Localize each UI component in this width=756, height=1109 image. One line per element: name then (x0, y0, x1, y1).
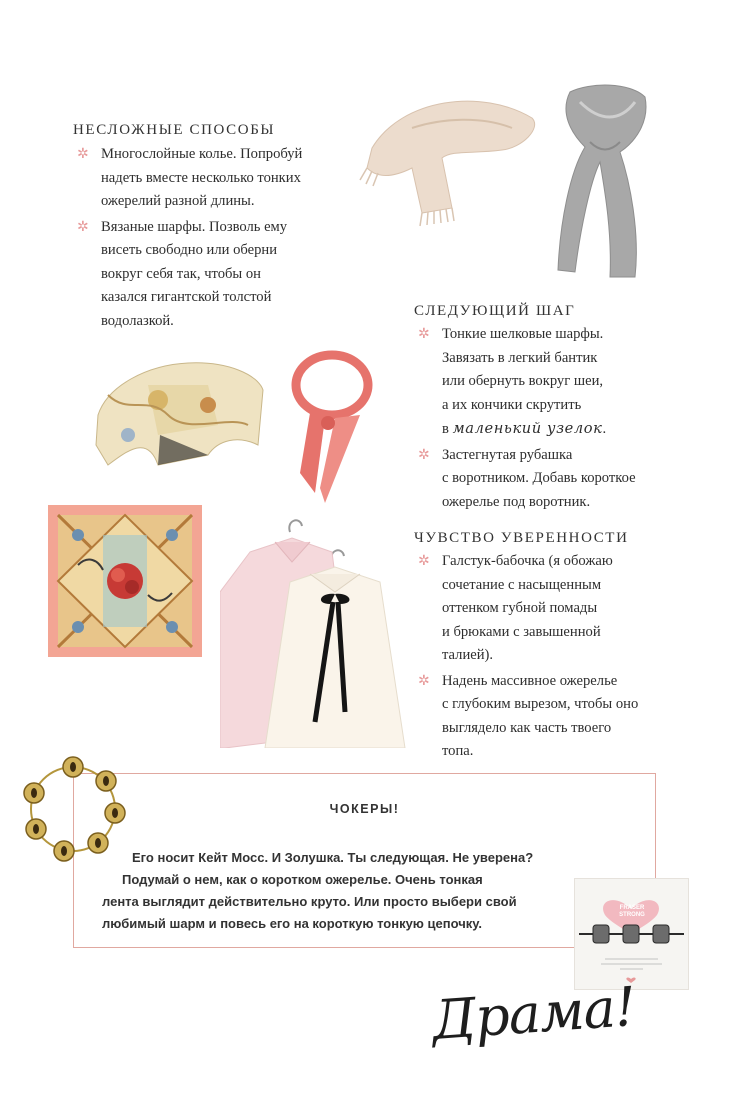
list-item (414, 550, 724, 668)
item-line: Многослойные колье. Попробуй (101, 146, 303, 162)
item-line: с глубоким вырезом, чтобы оно (442, 696, 639, 712)
item-line: Галстук-бабочка (я обожаю (442, 553, 613, 569)
gold-necklace-image (18, 753, 128, 865)
printed-silk-scarf-image (88, 355, 268, 475)
chokers-line: любимый шарм и повесь его на короткую тонкую цепочку. (102, 916, 482, 931)
item-line: или обернуть вокруг шеи, (442, 373, 604, 389)
item-line: с воротником. Добавь короткое (442, 470, 636, 486)
pink-neck-scarf-image (280, 343, 380, 508)
beige-scarf-image (352, 88, 552, 228)
section-heading-confidence: ЧУВСТВО УВЕРЕННОСТИ (414, 530, 629, 546)
item-line: Надень массивное ожерелье (442, 672, 618, 689)
item-line: сочетание с насыщенным (442, 576, 602, 593)
item-line: надеть вместе несколько тонких (101, 169, 301, 186)
packaging-heart-text: FRASER STRONG (619, 905, 645, 918)
simple-ways-list (73, 143, 363, 335)
item-line: и брюками с завышенной (442, 623, 601, 640)
item-line-prefix: в (442, 421, 449, 437)
list-item (73, 216, 363, 334)
handwritten-phrase: маленький узелок (452, 420, 603, 437)
item-line: Тонкие шелковые шарфы. (442, 326, 604, 342)
item-line: Вязаные шарфы. Позволь ему (101, 218, 288, 235)
section-heading-next-step: СЛЕДУЮЩИЙ ШАГ (414, 303, 576, 319)
item-line: выглядело как часть твоего (442, 719, 612, 736)
chokers-line: Его носит Кейт Мосс. И Золушка. Ты следующая. Не уверена? (132, 850, 534, 865)
bullet-icon: ✲ (77, 146, 89, 162)
item-line: висеть свободно или оберни (101, 242, 278, 258)
chokers-line: Подумай о нем, как о коротком ожерелье. Очень тонкая (122, 872, 483, 887)
bullet-icon: ✲ (77, 218, 89, 235)
bullet-icon: ✲ (418, 446, 430, 463)
grey-scarf-image (550, 82, 660, 282)
item-line: ожерелье под воротник. (442, 493, 591, 510)
item-line: водолазкой. (101, 312, 174, 329)
item-line: Завязать в легкий бантик (442, 349, 598, 366)
confidence-list (414, 550, 724, 766)
item-line: талией). (442, 647, 494, 663)
item-line: казался гигантской толстой (101, 289, 272, 305)
square-printed-scarf-image (48, 505, 202, 657)
list-item (73, 143, 363, 214)
blouses-image (220, 512, 410, 748)
list-item (414, 670, 724, 764)
list-item (414, 444, 724, 515)
item-line: вокруг себя так, чтобы он (101, 265, 261, 282)
item-line: а их кончики скрутить (442, 396, 582, 413)
chokers-title: ЧОКЕРЫ! (329, 802, 400, 816)
section-heading-simple-ways: НЕСЛОЖНЫЕ СПОСОБЫ (73, 122, 276, 138)
list-item (414, 323, 724, 442)
signature-drama: Драма! (430, 974, 638, 1053)
item-line: ожерелий разной длины. (101, 193, 255, 209)
next-step-list (414, 323, 724, 516)
chokers-line: лента выглядит действительно круто. Или просто выбери свой (102, 894, 517, 909)
choker-packaging-image (574, 878, 689, 990)
item-line: оттенком губной помады (442, 600, 598, 616)
bullet-icon: ✲ (418, 553, 430, 569)
item-line: Застегнутая рубашка (442, 446, 573, 463)
item-line: топа. (442, 743, 474, 759)
bullet-icon: ✲ (418, 672, 430, 689)
bullet-icon: ✲ (418, 326, 430, 342)
chokers-box (73, 773, 656, 948)
item-line-suffix: . (602, 421, 607, 437)
